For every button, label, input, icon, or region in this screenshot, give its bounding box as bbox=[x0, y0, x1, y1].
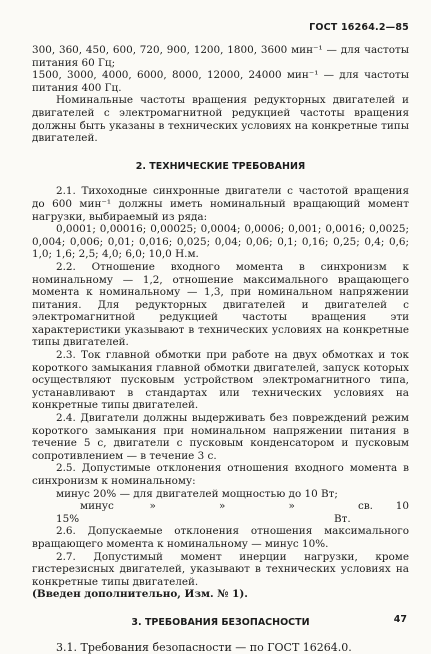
clause-2-5-list bbox=[32, 488, 409, 526]
amendment-note: (Введен дополнительно, Изм. № 1). bbox=[32, 588, 248, 601]
clause-2-3: 2.3. Ток главной обмотки при работе на двух обмотках и ток короткого замыкания главной обмотки двигателей, запуск которых осуществляют пусковым устройством электромагнитного типа, устанавливают в стандартах или технических условиях на конкретные типы двигателей. bbox=[32, 349, 409, 412]
clause-3-1: 3.1. Требования безопасности — по ГОСТ 16264.0. bbox=[56, 640, 352, 654]
intro-frequency-60hz: 300, 360, 450, 600, 720, 900, 1200, 1800, 3600 мин⁻¹ — для частоты питания 60 Гц; bbox=[32, 44, 409, 69]
page-number: 47 bbox=[393, 614, 407, 625]
row-2-ditto-3: » bbox=[288, 500, 295, 513]
clause-2-7: 2.7. Допустимый момент инерции нагрузки, кроме гистерезисных двигателей, указывают в технических условиях на конкретные типы двигателей. bbox=[32, 550, 409, 588]
page-header: ГОСТ 16264.2—85 bbox=[309, 22, 409, 33]
section-2-title: 2. ТЕХНИЧЕСКИЕ ТРЕБОВАНИЯ bbox=[135, 160, 306, 172]
row-2-ditto-1: » bbox=[149, 500, 156, 513]
intro-note: Номинальные частоты вращения редукторных двигателей и двигателей с электромагнитной редукцией частоты вращения должны быть указаны в технических условиях на конкретные типы двигателей. bbox=[32, 94, 409, 145]
section-3-title: 3. ТРЕБОВАНИЯ БЕЗОПАСНОСТИ bbox=[131, 616, 310, 628]
clause-2-4: 2.4. Двигатели должны выдерживать без повреждений режим короткого замыкания при номинальном напряжении питания в течение 5 с, двигатели с пусковым конденсатором и пусковым сопротивлением — в течение 3 с. bbox=[32, 412, 409, 462]
clause-2-1-values: 0,0001; 0,00016; 0,00025; 0,0004; 0,0006; 0,001; 0,0016; 0,0025; 0,004; 0,006; 0,01; 0,016; 0,025; 0,04; 0,06; 0,1; 0,16; 0,25; 0,4; 0,6; 1,0; 1,6; 2,5; 4,0; 6,0; 10,0 Н.м. bbox=[32, 223, 409, 261]
document-body bbox=[32, 44, 409, 654]
row-2-ditto-2: » bbox=[219, 500, 226, 513]
clause-2-2: 2.2. Отношение входного момента в синхронизм к номинальному — 1,2, отношение максимального вращающего момента к номинальному — 1,3, при номинальном напряжении питания. Для редукторных двигателей и двигателей с электромагнитной редукцией частоты вращения эти характеристики указывают в технических условиях на конкретные типы двигателей. bbox=[32, 260, 409, 349]
clause-2-5-row-2 bbox=[32, 500, 409, 525]
row-2-value: минус 15% bbox=[56, 500, 114, 525]
row-2-limit: св. 10 Вт. bbox=[334, 500, 409, 525]
intro-frequency-400hz: 1500, 3000, 4000, 6000, 8000, 12000, 24000 мин⁻¹ — для частоты питания 400 Гц. bbox=[32, 69, 409, 94]
clause-2-5-row-1: минус 20% — для двигателей мощностью до 10 Вт; bbox=[56, 487, 338, 500]
clause-2-1: 2.1. Тихоходные синхронные двигатели с частотой вращения до 600 мин⁻¹ должны иметь номинальный вращающий момент нагрузки, выбираемый из ряда: bbox=[32, 185, 409, 223]
clause-2-6: 2.6. Допускаемые отклонения отношения максимального вращающего момента к номинальному — минус 10%. bbox=[32, 525, 409, 550]
clause-2-5: 2.5. Допустимые отклонения отношения входного момента в синхронизм к номинальному: bbox=[32, 462, 409, 487]
